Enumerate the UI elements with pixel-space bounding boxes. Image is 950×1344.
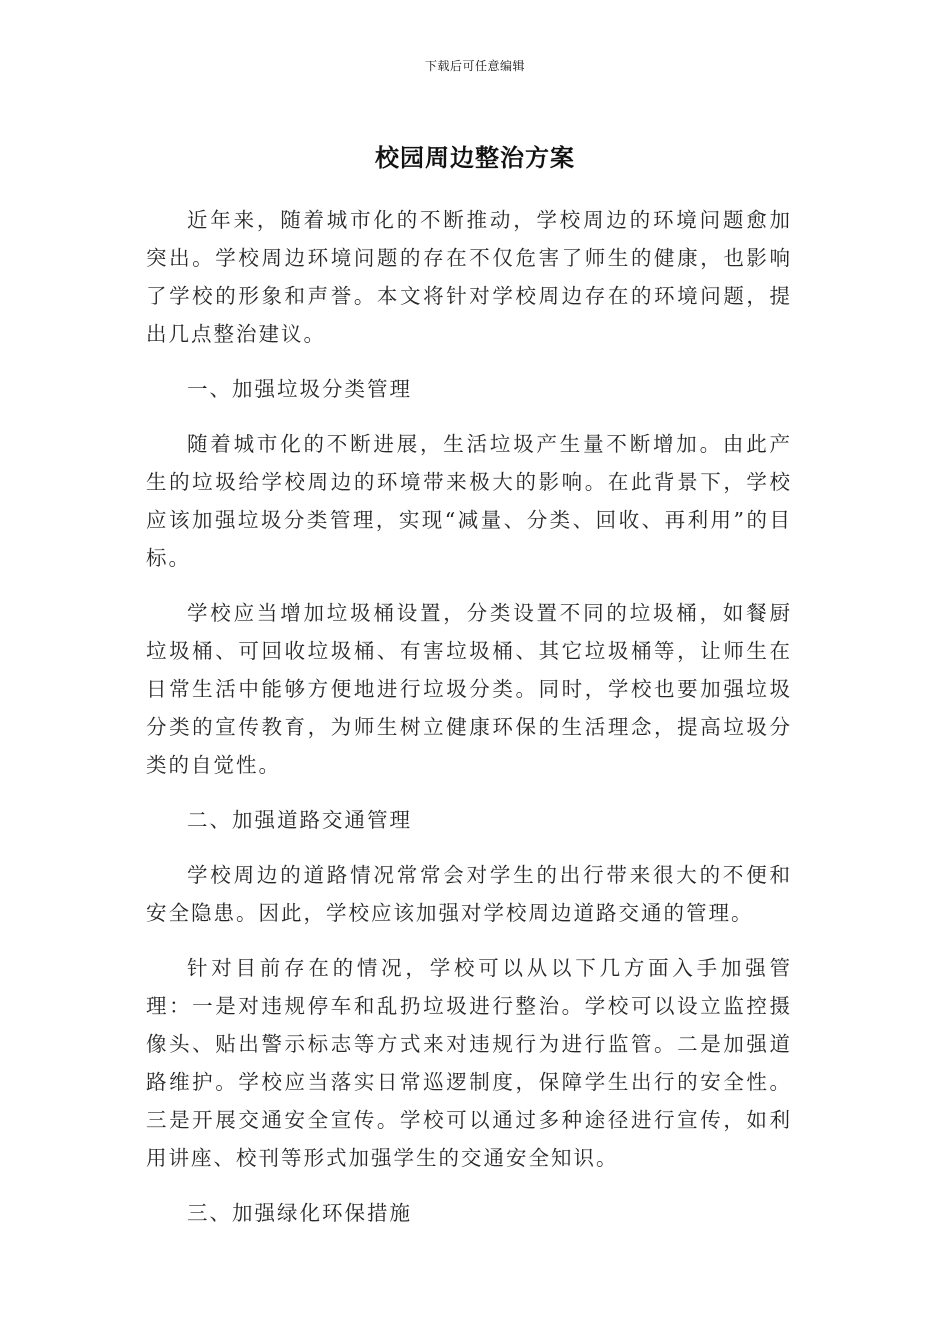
section-heading-1: 一、加强垃圾分类管理: [187, 377, 412, 401]
section-heading-2: 二、加强道路交通管理: [187, 808, 412, 832]
section-1-paragraph-2: 学校应当增加垃圾桶设置，分类设置不同的垃圾桶，如餐厨垃圾桶、可回收垃圾桶、有害垃圾桶、其它垃圾桶等，让师生在日常生活中能够方便地进行垃圾分类。同时，学校也要加强垃圾分类的宣传教育，为师生树立健康环保的生活理念，提高垃圾分类的自觉性。: [146, 601, 792, 777]
section-2-paragraph-2: 针对目前存在的情况，学校可以从以下几方面入手加强管理：一是对违规停车和乱扔垃圾进行整治。学校可以设立监控摄像头、贴出警示标志等方式来对违规行为进行监管。二是加强道路维护。学校应当落实日常巡逻制度，保障学生出行的安全性。三是开展交通安全宣传。学校可以通过多种途径进行宣传，如利用讲座、校刊等形式加强学生的交通安全知识。: [146, 956, 792, 1170]
intro-paragraph: 近年来，随着城市化的不断推动，学校周边的环境问题愈加突出。学校周边环境问题的存在不仅危害了师生的健康，也影响了学校的形象和声誉。本文将针对学校周边存在的环境问题，提出几点整治建议。: [146, 208, 792, 346]
document-body: [146, 201, 792, 1249]
header-note: 下载后可任意编辑: [424, 59, 525, 73]
section-2-paragraph-1: 学校周边的道路情况常常会对学生的出行带来很大的不便和安全隐患。因此，学校应该加强对学校周边道路交通的管理。: [146, 863, 792, 925]
section-1-paragraph-1: 随着城市化的不断进展，生活垃圾产生量不断增加。由此产生的垃圾给学校周边的环境带来极大的影响。在此背景下，学校应该加强垃圾分类管理，实现“减量、分类、回收、再利用”的目标。: [146, 432, 792, 570]
section-heading-3: 三、加强绿化环保措施: [187, 1201, 412, 1225]
document-title: 校园周边整治方案: [375, 144, 575, 172]
